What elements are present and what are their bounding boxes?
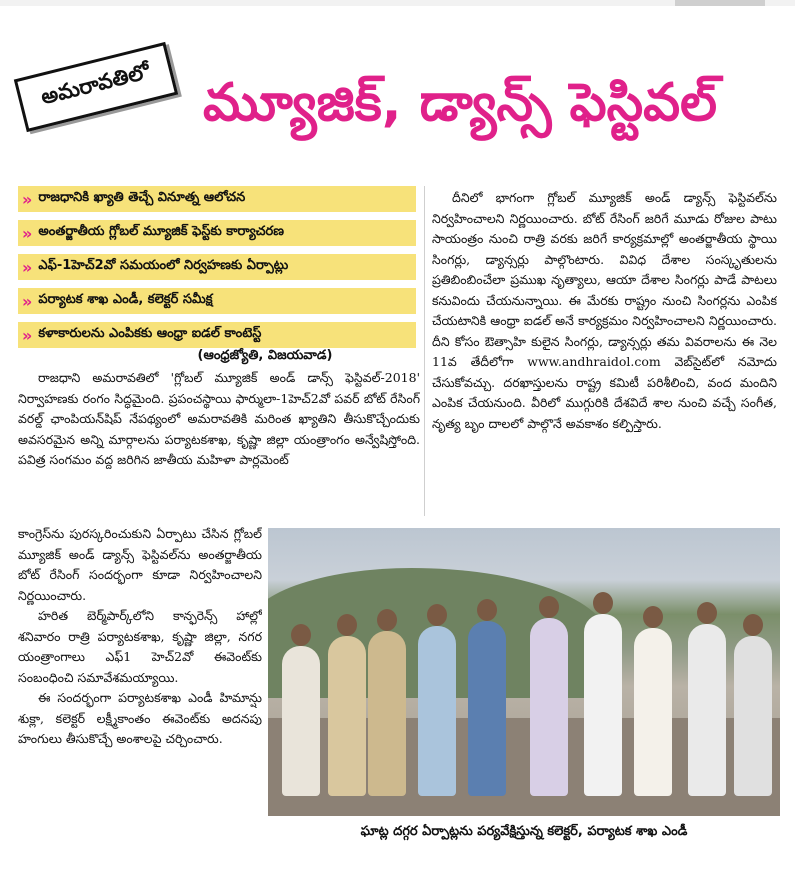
photo-person — [368, 631, 406, 796]
photo-person-head — [477, 599, 497, 621]
page-top-strip — [0, 0, 795, 6]
chevron-icon: » — [22, 223, 33, 243]
photo-person — [734, 636, 772, 796]
article-paragraph: కాంగ్రెస్‌ను పురస్కరించుకుని ఏర్పాటు చేసిన గ్లోబల్ మ్యూజిక్ అండ్ డ్యాన్స్ ఫెస్టివల్‌ను అంతర్జాతీయ బోట్ రేసింగ్ సందర్భంగా కూడా నిర్వహించాలని నిర్ణయించారు. — [18, 526, 262, 603]
photo-person — [530, 618, 568, 796]
highlight-item — [18, 322, 416, 348]
highlight-text: కళాకారులను ఎంపికకు ఆంధ్రా ఐడల్ కాంటెస్ట్ — [38, 326, 262, 341]
article-paragraph: హరిత బెర్మ్‌పార్క్‌లోని కాన్ఫరెన్స్ హాల్లో శనివారం రాత్రి పర్యాటకశాఖ, కృష్ణా జిల్లా, నగర యంత్రాంగాలు ఎఫ్1 హెచ్2వో ఈవెంట్‌కు సంబంధించి సమావేశమయ్యాయి. — [18, 608, 262, 685]
highlight-text: రాజధానికి ఖ్యాతి తెచ్చే వినూత్న ఆలోచన — [38, 190, 246, 205]
chevron-icon: » — [22, 257, 33, 277]
kicker-label: అమరావతిలో — [14, 42, 178, 132]
photo-person-head — [643, 606, 663, 628]
chevron-icon: » — [22, 325, 33, 345]
photo-person — [634, 628, 672, 796]
chevron-icon: » — [22, 189, 33, 209]
highlight-text: ఎఫ్-1హెచ్2వో సమయంలో నిర్వహణకు ఏర్పాట్లు — [38, 258, 289, 273]
highlights-list — [18, 186, 416, 356]
highlight-text: అంతర్జాతీయ గ్లోబల్ మ్యూజిక్ ఫెస్ట్‌కు కార్యాచరణ — [38, 224, 284, 239]
news-photo — [268, 528, 780, 816]
photo-person — [282, 646, 320, 796]
article-column-narrow — [18, 524, 262, 854]
photo-person — [468, 621, 506, 796]
photo-person-head — [593, 592, 613, 614]
photo-caption: ఘాట్ల దగ్గర ఏర్పాట్లను పర్యవేక్షిస్తున్న కలెక్టర్, పర్యాటక శాఖ ఎండీ — [360, 824, 688, 839]
photo-person — [688, 624, 726, 796]
photo-person — [418, 626, 456, 796]
highlight-item — [18, 288, 416, 314]
photo-person — [328, 636, 366, 796]
article-column-right — [432, 188, 777, 518]
highlight-text: పర్యాటక శాఖ ఎండీ, కలెక్టర్ సమీక్ష — [38, 292, 213, 307]
photo-person — [584, 614, 622, 796]
byline: (ఆంధ్రజ్యోతి, విజయవాడ) — [197, 348, 333, 363]
article-paragraph: రాజధాని అమరావతిలో 'గ్లోబల్ మ్యూజిక్ అండ్ డాన్స్ ఫెస్టివల్-2018' నిర్వాహణకు రంగం సిద్ధమైంది. ప్రపంచస్థాయి ఫార్ములా-1హెచ్2వో పవర్ బోట్ రేసింగ్ వరల్డ్ ఛాంపియన్‌షిప్ నేపథ్యంలో అమరావతికి మరింత ఖ్యాతిని తీసుకొచ్చేందుకు అవసరమైన అన్ని మార్గాలను పర్యాటకశాఖ, కృష్ణా జిల్లా యంత్రాంగం అన్వేషిస్తోంది. పవిత్ర సంగమం వద్ద జరిగిన జాతీయ మహిళా పార్లమెంట్ — [18, 370, 420, 467]
page-top-strip-bar — [675, 0, 765, 6]
photo-person-head — [539, 596, 559, 618]
chevron-icon: » — [22, 291, 33, 311]
article-column-left — [18, 368, 420, 524]
article-paragraph: ఈ సందర్భంగా పర్యాటకశాఖ ఎండీ హిమాన్షు శుక్లా, కలెక్టర్ లక్ష్మీకాంతం ఈవెంట్‌కు అదనపు హంగులు తీసుకొచ్చే అంశాలపై చర్చించారు. — [18, 690, 262, 746]
photo-person-head — [337, 614, 357, 636]
headline: మ్యూజిక్, డ్యాన్స్ ఫెస్టివల్ — [203, 73, 717, 133]
photo-person-head — [377, 609, 397, 631]
article-paragraph: దీనిలో భాగంగా గ్లోబల్ మ్యూజిక్ అండ్ డ్యాన్స్ ఫెస్టివల్‌ను నిర్వహించాలని నిర్ణయించారు. బోట్ రేసింగ్ జరిగే మూడు రోజుల పాటు సాయంత్రం నుంచి రాత్రి వరకు జరిగే కార్యక్రమాల్లో అంతర్జాతీయ స్థాయి సింగర్లు, డ్యాన్సర్లు పాల్గొంటారు. వివిధ దేశాల సంస్కృతులను ప్రతిబింబించేలా ప్రముఖ నృత్యాలు, ఆయా దేశాల సింగర్లు పాడే పాటలు కనువిందు చేయనున్నాయి. ఈ మేరకు రాష్ట్రం నుంచి సింగర్లను ఎంపిక చేయటానికి ఆంధ్రా ఐడల్ అనే కార్యక్రమం నిర్వహించాలని నిర్ణయించారు. దీని కోసం ఔత్సాహి కులైన సింగర్లు, డ్యాన్సర్లు తమ వివరాలను ఈ నెల 11వ తేదీలోగా www.andhraidol.com వెబ్‌సైట్‌లో నమోదు చేసుకోవచ్చు. దరఖాస్తులను రాష్ట్ర కమిటీ పరిశీలించి, వంద మందిని ఎంపిక చేయనుంది. వీరిలో ముగ్గురికి దేశవిదే శాల నుంచి వచ్చే సంగీత, నృత్య బృం దాలలో పాల్గొనే అవకాశం కల్పిస్తారు. — [432, 190, 777, 431]
photo-person-head — [743, 614, 763, 636]
highlight-item — [18, 186, 416, 212]
photo-person-head — [427, 604, 447, 626]
photo-person-head — [291, 624, 311, 646]
photo-person-head — [697, 602, 717, 624]
highlight-item — [18, 254, 416, 280]
column-divider — [424, 186, 425, 516]
highlight-item — [18, 220, 416, 246]
